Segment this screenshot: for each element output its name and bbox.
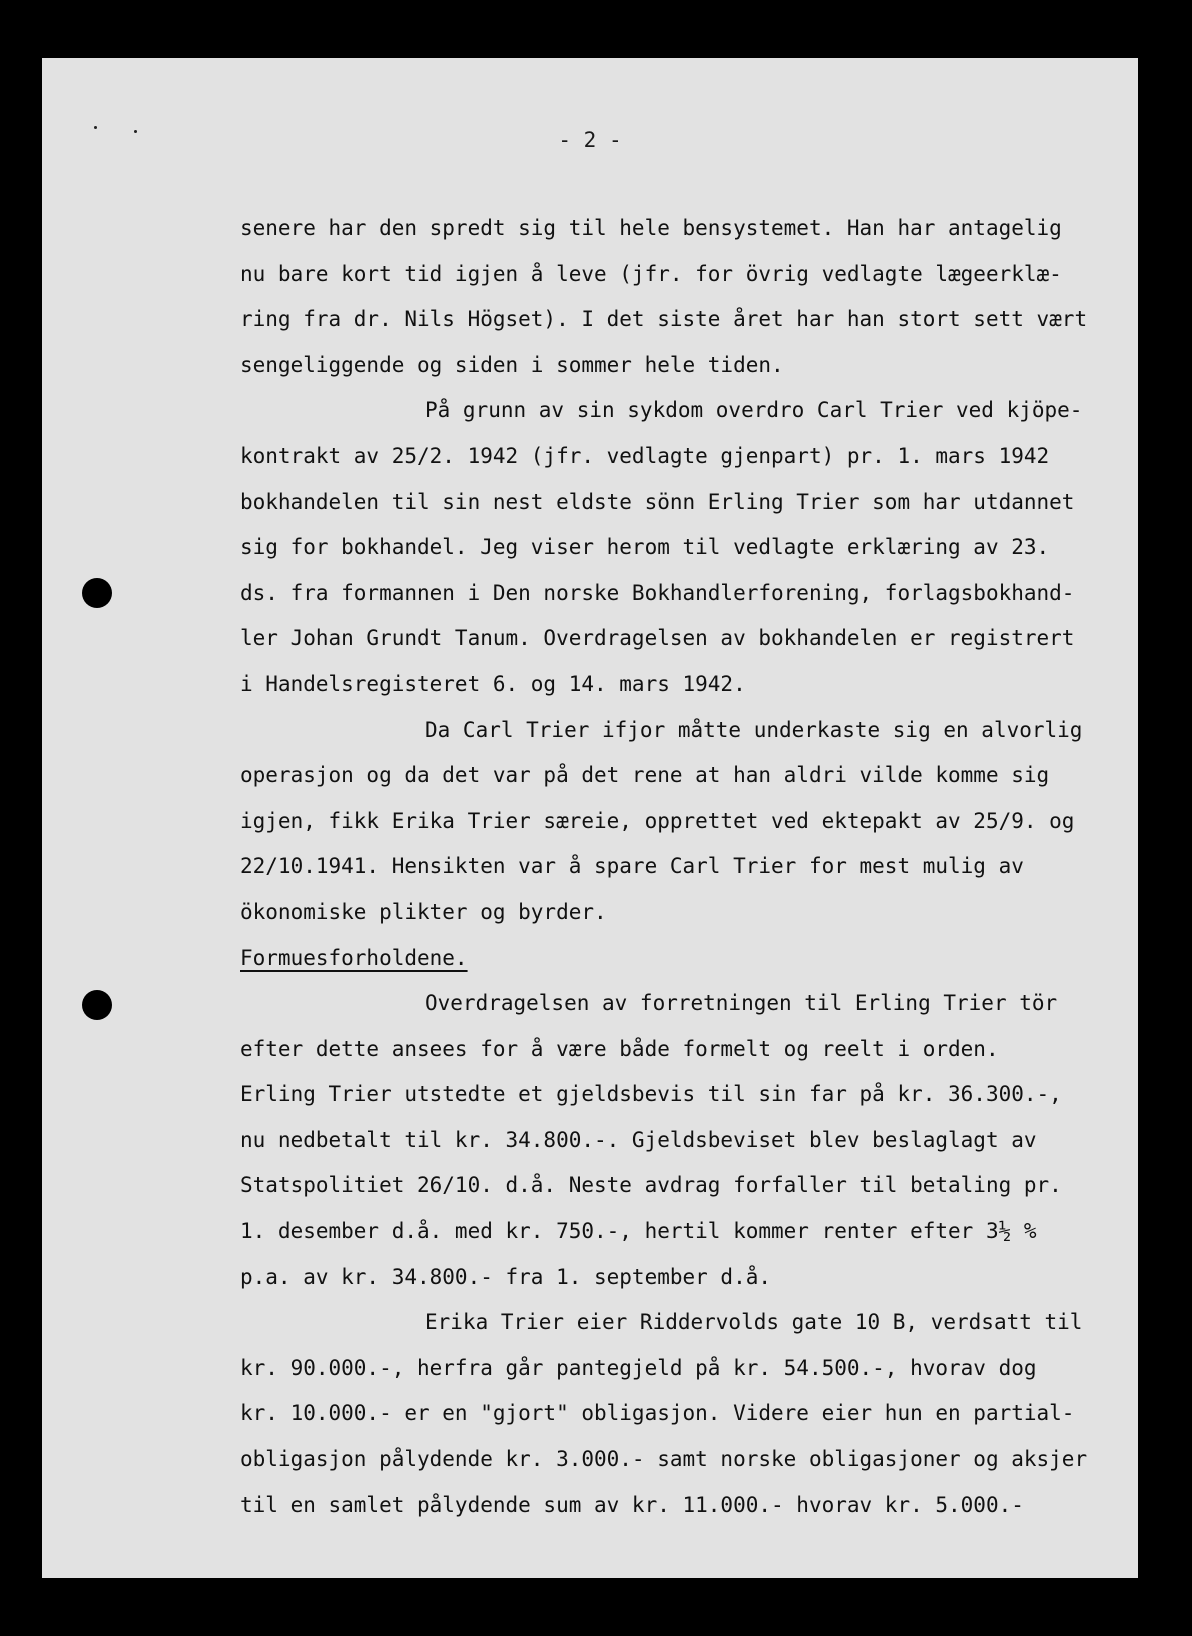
line-text: i Handelsregisteret 6. og 14. mars 1942. <box>240 671 746 696</box>
line-text: nu bare kort tid igjen å leve (jfr. for övrig vedlagte lægeerklæ- <box>240 261 1062 286</box>
line-text: Overdragelsen av forretningen til Erling Trier tör <box>425 991 1058 1016</box>
line-text: 22/10.1941. Hensikten var å spare Carl Trier for mest mulig av <box>240 854 1024 879</box>
page-number: - 2 - <box>558 128 622 152</box>
text-line <box>240 252 1180 298</box>
line-text: igjen, fikk Erika Trier særeie, opprettet ved ektepakt av 25/9. og <box>240 808 1075 833</box>
line-text: operasjon og da det var på det rene at han aldri vilde komme sig <box>240 763 1050 788</box>
text-line <box>240 981 1180 1027</box>
text-line <box>240 1163 1180 1209</box>
text-line <box>240 1300 1180 1346</box>
line-text: nu nedbetalt til kr. 34.800.-. Gjeldsbeviset blev beslaglagt av <box>240 1127 1037 1152</box>
text-line <box>240 616 1180 662</box>
text-line <box>240 1346 1180 1392</box>
line-text: obligasjon pålydende kr. 3.000.- samt norske obligasjoner og aksjer <box>240 1447 1088 1472</box>
text-line <box>240 890 1180 936</box>
text-line <box>240 1118 1180 1164</box>
line-text: til en samlet pålydende sum av kr. 11.000.- hvorav kr. 5.000.- <box>240 1492 1024 1517</box>
line-text: Statspolitiet 26/10. d.å. Neste avdrag forfaller til betaling pr. <box>240 1173 1062 1198</box>
text-line <box>240 1027 1180 1073</box>
line-text: Erling Trier utstedte et gjeldsbevis til sin far på kr. 36.300.-, <box>240 1082 1062 1107</box>
line-text: ring fra dr. Nils Högset). I det siste året har han stort sett vært <box>240 307 1088 332</box>
text-line <box>240 388 1180 434</box>
line-text: Erika Trier eier Riddervolds gate 10 B, verdsatt til <box>425 1310 1083 1335</box>
text-line <box>240 480 1180 526</box>
text-line <box>240 1483 1180 1529</box>
line-text: ökonomiske plikter og byrder. <box>240 899 607 924</box>
document-page <box>42 58 1138 1578</box>
line-text: sengeliggende og siden i sommer hele tiden. <box>240 352 784 377</box>
line-text: sig for bokhandel. Jeg viser herom til vedlagte erklæring av 23. <box>240 535 1050 560</box>
text-line <box>240 297 1180 343</box>
line-text: ds. fra formannen i Den norske Bokhandlerforening, forlagsbokhand- <box>240 580 1075 605</box>
punch-hole <box>82 578 112 608</box>
text-line <box>240 799 1180 845</box>
text-line <box>240 753 1180 799</box>
document-body <box>240 206 1180 1528</box>
text-line <box>240 571 1180 617</box>
text-line <box>240 1072 1180 1118</box>
line-text: p.a. av kr. 34.800.- fra 1. september d.å. <box>240 1264 772 1289</box>
scan-speck <box>94 126 97 129</box>
line-text: kontrakt av 25/2. 1942 (jfr. vedlagte gjenpart) pr. 1. mars 1942 <box>240 443 1050 468</box>
line-text: kr. 90.000.-, herfra går pantegjeld på kr. 54.500.-, hvorav dog <box>240 1355 1037 1380</box>
punch-hole <box>82 990 112 1020</box>
text-line <box>240 844 1180 890</box>
line-text: Formuesforholdene. <box>240 945 468 970</box>
line-text: bokhandelen til sin nest eldste sönn Erling Trier som har utdannet <box>240 489 1075 514</box>
line-text: ler Johan Grundt Tanum. Overdragelsen av bokhandelen er registrert <box>240 626 1075 651</box>
scan-speck <box>134 130 137 133</box>
text-line <box>240 1437 1180 1483</box>
text-line <box>240 662 1180 708</box>
text-line <box>240 1255 1180 1301</box>
text-line <box>240 1209 1180 1255</box>
text-line <box>240 708 1180 754</box>
section-heading <box>240 936 1180 982</box>
line-text: Da Carl Trier ifjor måtte underkaste sig en alvorlig <box>425 717 1083 742</box>
text-line <box>240 1391 1180 1437</box>
line-text: På grunn av sin sykdom overdro Carl Trier ved kjöpe- <box>425 398 1083 423</box>
line-text: kr. 10.000.- er en "gjort" obligasjon. Videre eier hun en partial- <box>240 1401 1075 1426</box>
text-line <box>240 525 1180 571</box>
text-line <box>240 206 1180 252</box>
line-text: senere har den spredt sig til hele bensystemet. Han har antagelig <box>240 216 1062 240</box>
text-line <box>240 343 1180 389</box>
line-text: 1. desember d.å. med kr. 750.-, hertil kommer renter efter 3½ % <box>240 1219 1037 1244</box>
text-line <box>240 434 1180 480</box>
line-text: efter dette ansees for å være både formelt og reelt i orden. <box>240 1036 999 1061</box>
